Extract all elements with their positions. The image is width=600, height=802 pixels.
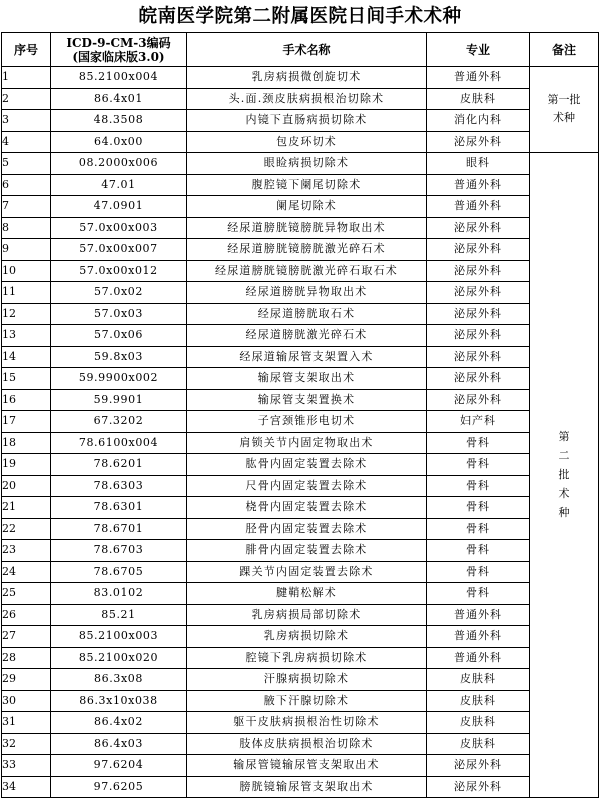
table-row <box>2 303 599 325</box>
row-number: 9 <box>2 239 51 261</box>
icd-code: 78.6303 <box>51 475 187 497</box>
department: 皮肤科 <box>427 733 530 755</box>
surgery-name: 腋下汗腺切除术 <box>187 690 427 712</box>
table-row <box>2 669 599 691</box>
table-row <box>2 67 599 89</box>
department: 泌尿外科 <box>427 389 530 411</box>
surgery-name: 桡骨内固定装置去除术 <box>187 497 427 519</box>
department: 普通外科 <box>427 174 530 196</box>
row-number: 19 <box>2 454 51 476</box>
surgery-name: 阑尾切除术 <box>187 196 427 218</box>
row-number: 27 <box>2 626 51 648</box>
table-row <box>2 733 599 755</box>
department: 泌尿外科 <box>427 303 530 325</box>
surgery-name: 输尿管镜输尿管支架取出术 <box>187 755 427 777</box>
surgery-name: 包皮环切术 <box>187 131 427 153</box>
surgery-name: 经尿道膀胱取石术 <box>187 303 427 325</box>
department: 泌尿外科 <box>427 131 530 153</box>
department: 骨科 <box>427 432 530 454</box>
row-number: 18 <box>2 432 51 454</box>
icd-code: 47.0901 <box>51 196 187 218</box>
table-row <box>2 174 599 196</box>
surgery-name: 肢体皮肤病损根治切除术 <box>187 733 427 755</box>
table-row <box>2 389 599 411</box>
table-row <box>2 604 599 626</box>
row-number: 21 <box>2 497 51 519</box>
department: 骨科 <box>427 518 530 540</box>
department: 泌尿外科 <box>427 260 530 282</box>
surgery-name: 汗腺病损切除术 <box>187 669 427 691</box>
table-row <box>2 776 599 798</box>
icd-code: 57.0x02 <box>51 282 187 304</box>
table-row <box>2 583 599 605</box>
department: 骨科 <box>427 454 530 476</box>
department: 皮肤科 <box>427 88 530 110</box>
row-number: 7 <box>2 196 51 218</box>
row-number: 8 <box>2 217 51 239</box>
icd-code: 48.3508 <box>51 110 187 132</box>
surgery-name: 腓骨内固定装置去除术 <box>187 540 427 562</box>
note-batch1-text: 第一批术种 <box>547 93 581 124</box>
surgery-name: 子宫颈锥形电切术 <box>187 411 427 433</box>
department: 泌尿外科 <box>427 776 530 798</box>
department: 普通外科 <box>427 647 530 669</box>
icd-code: 57.0x06 <box>51 325 187 347</box>
row-number: 32 <box>2 733 51 755</box>
header-note: 备注 <box>530 33 599 67</box>
department: 皮肤科 <box>427 669 530 691</box>
department: 泌尿外科 <box>427 368 530 390</box>
surgery-name: 膀胱镜输尿管支架取出术 <box>187 776 427 798</box>
note-batch2-text: 第二批术种 <box>558 430 570 519</box>
row-number: 28 <box>2 647 51 669</box>
surgery-name: 输尿管支架取出术 <box>187 368 427 390</box>
header-icd-code <box>51 33 187 67</box>
icd-code: 59.9901 <box>51 389 187 411</box>
department: 骨科 <box>427 475 530 497</box>
department: 泌尿外科 <box>427 346 530 368</box>
row-number: 33 <box>2 755 51 777</box>
surgery-name: 经尿道膀胱镜膀胱激光碎石术 <box>187 239 427 261</box>
table-row <box>2 475 599 497</box>
row-number: 15 <box>2 368 51 390</box>
table-row <box>2 690 599 712</box>
table-row <box>2 368 599 390</box>
icd-code: 78.6705 <box>51 561 187 583</box>
surgery-name: 经尿道膀胱镜膀胱激光碎石取石术 <box>187 260 427 282</box>
department: 普通外科 <box>427 604 530 626</box>
header-icd-code-line2: (国家临床版3.0) <box>72 49 165 64</box>
department: 泌尿外科 <box>427 217 530 239</box>
row-number: 3 <box>2 110 51 132</box>
surgery-name: 肱骨内固定装置去除术 <box>187 454 427 476</box>
department: 皮肤科 <box>427 690 530 712</box>
table-row <box>2 196 599 218</box>
surgery-name: 踝关节内固定装置去除术 <box>187 561 427 583</box>
row-number: 34 <box>2 776 51 798</box>
department: 妇产科 <box>427 411 530 433</box>
table-row <box>2 325 599 347</box>
row-number: 17 <box>2 411 51 433</box>
icd-code: 83.0102 <box>51 583 187 605</box>
table-row <box>2 217 599 239</box>
surgery-name: 眼睑病损切除术 <box>187 153 427 175</box>
row-number: 4 <box>2 131 51 153</box>
department: 普通外科 <box>427 626 530 648</box>
icd-code: 78.6701 <box>51 518 187 540</box>
row-number: 26 <box>2 604 51 626</box>
row-number: 13 <box>2 325 51 347</box>
icd-code: 86.4x02 <box>51 712 187 734</box>
table-row <box>2 260 599 282</box>
table-row <box>2 626 599 648</box>
row-number: 29 <box>2 669 51 691</box>
row-number: 12 <box>2 303 51 325</box>
surgery-name: 肩锁关节内固定物取出术 <box>187 432 427 454</box>
table-row <box>2 131 599 153</box>
table-body <box>2 67 599 798</box>
surgery-name: 输尿管支架置换术 <box>187 389 427 411</box>
table-row <box>2 518 599 540</box>
table-row <box>2 755 599 777</box>
surgery-name: 乳房病损微创旋切术 <box>187 67 427 89</box>
icd-code: 78.6301 <box>51 497 187 519</box>
row-number: 10 <box>2 260 51 282</box>
icd-code: 86.3x10x038 <box>51 690 187 712</box>
department: 泌尿外科 <box>427 239 530 261</box>
icd-code: 85.2100x020 <box>51 647 187 669</box>
icd-code: 47.01 <box>51 174 187 196</box>
surgery-table <box>1 32 599 798</box>
row-number: 6 <box>2 174 51 196</box>
surgery-name: 经尿道输尿管支架置入术 <box>187 346 427 368</box>
icd-code: 57.0x00x012 <box>51 260 187 282</box>
table-row <box>2 712 599 734</box>
icd-code: 78.6201 <box>51 454 187 476</box>
surgery-name: 腔镜下乳房病损切除术 <box>187 647 427 669</box>
department: 骨科 <box>427 497 530 519</box>
surgery-name: 尺骨内固定装置去除术 <box>187 475 427 497</box>
icd-code: 85.2100x004 <box>51 67 187 89</box>
department: 骨科 <box>427 540 530 562</box>
surgery-name: 经尿道膀胱异物取出术 <box>187 282 427 304</box>
note-batch2 <box>530 153 599 798</box>
department: 普通外科 <box>427 67 530 89</box>
row-number: 25 <box>2 583 51 605</box>
surgery-name: 乳房病损切除术 <box>187 626 427 648</box>
icd-code: 97.6204 <box>51 755 187 777</box>
row-number: 22 <box>2 518 51 540</box>
surgery-name: 腹腔镜下阑尾切除术 <box>187 174 427 196</box>
table-row <box>2 454 599 476</box>
document-title: 皖南医学院第二附属医院日间手术术种 <box>138 6 462 27</box>
table-row <box>2 110 599 132</box>
department: 泌尿外科 <box>427 755 530 777</box>
row-number: 23 <box>2 540 51 562</box>
department: 消化内科 <box>427 110 530 132</box>
icd-code: 97.6205 <box>51 776 187 798</box>
row-number: 14 <box>2 346 51 368</box>
surgery-name: 躯干皮肤病损根治性切除术 <box>187 712 427 734</box>
department: 皮肤科 <box>427 712 530 734</box>
table-row <box>2 346 599 368</box>
icd-code: 57.0x03 <box>51 303 187 325</box>
header-surgery-name: 手术名称 <box>187 33 427 67</box>
icd-code: 78.6100x004 <box>51 432 187 454</box>
surgery-name: 内镜下直肠病损切除术 <box>187 110 427 132</box>
table-row <box>2 282 599 304</box>
row-number: 1 <box>2 67 51 89</box>
row-number: 2 <box>2 88 51 110</box>
surgery-name: 乳房病损局部切除术 <box>187 604 427 626</box>
icd-code: 86.4x03 <box>51 733 187 755</box>
table-row <box>2 561 599 583</box>
icd-code: 67.3202 <box>51 411 187 433</box>
surgery-name: 头.面.颈皮肤病损根治切除术 <box>187 88 427 110</box>
icd-code: 59.8x03 <box>51 346 187 368</box>
department: 骨科 <box>427 561 530 583</box>
department: 泌尿外科 <box>427 325 530 347</box>
row-number: 24 <box>2 561 51 583</box>
department: 骨科 <box>427 583 530 605</box>
table-row <box>2 153 599 175</box>
table-row <box>2 540 599 562</box>
header-icd-code-line1: ICD-9-CM-3编码 <box>66 35 171 50</box>
row-number: 5 <box>2 153 51 175</box>
icd-code: 86.4x01 <box>51 88 187 110</box>
row-number: 11 <box>2 282 51 304</box>
table-row <box>2 88 599 110</box>
icd-code: 86.3x08 <box>51 669 187 691</box>
icd-code: 85.21 <box>51 604 187 626</box>
icd-code: 57.0x00x003 <box>51 217 187 239</box>
table-row <box>2 497 599 519</box>
icd-code: 64.0x00 <box>51 131 187 153</box>
icd-code: 85.2100x003 <box>51 626 187 648</box>
table-row <box>2 239 599 261</box>
department: 普通外科 <box>427 196 530 218</box>
row-number: 30 <box>2 690 51 712</box>
surgery-name: 经尿道膀胱镜膀胱异物取出术 <box>187 217 427 239</box>
surgery-name: 腱鞘松解术 <box>187 583 427 605</box>
surgery-name: 胫骨内固定装置去除术 <box>187 518 427 540</box>
table-row <box>2 647 599 669</box>
note-batch1 <box>530 67 599 153</box>
icd-code: 08.2000x006 <box>51 153 187 175</box>
header-no: 序号 <box>2 33 51 67</box>
table-header-row <box>2 33 599 67</box>
surgery-name: 经尿道膀胱激光碎石术 <box>187 325 427 347</box>
icd-code: 59.9900x002 <box>51 368 187 390</box>
row-number: 31 <box>2 712 51 734</box>
header-department: 专业 <box>427 33 530 67</box>
table-row <box>2 411 599 433</box>
table-row <box>2 432 599 454</box>
department: 眼科 <box>427 153 530 175</box>
icd-code: 57.0x00x007 <box>51 239 187 261</box>
row-number: 16 <box>2 389 51 411</box>
department: 泌尿外科 <box>427 282 530 304</box>
row-number: 20 <box>2 475 51 497</box>
icd-code: 78.6703 <box>51 540 187 562</box>
